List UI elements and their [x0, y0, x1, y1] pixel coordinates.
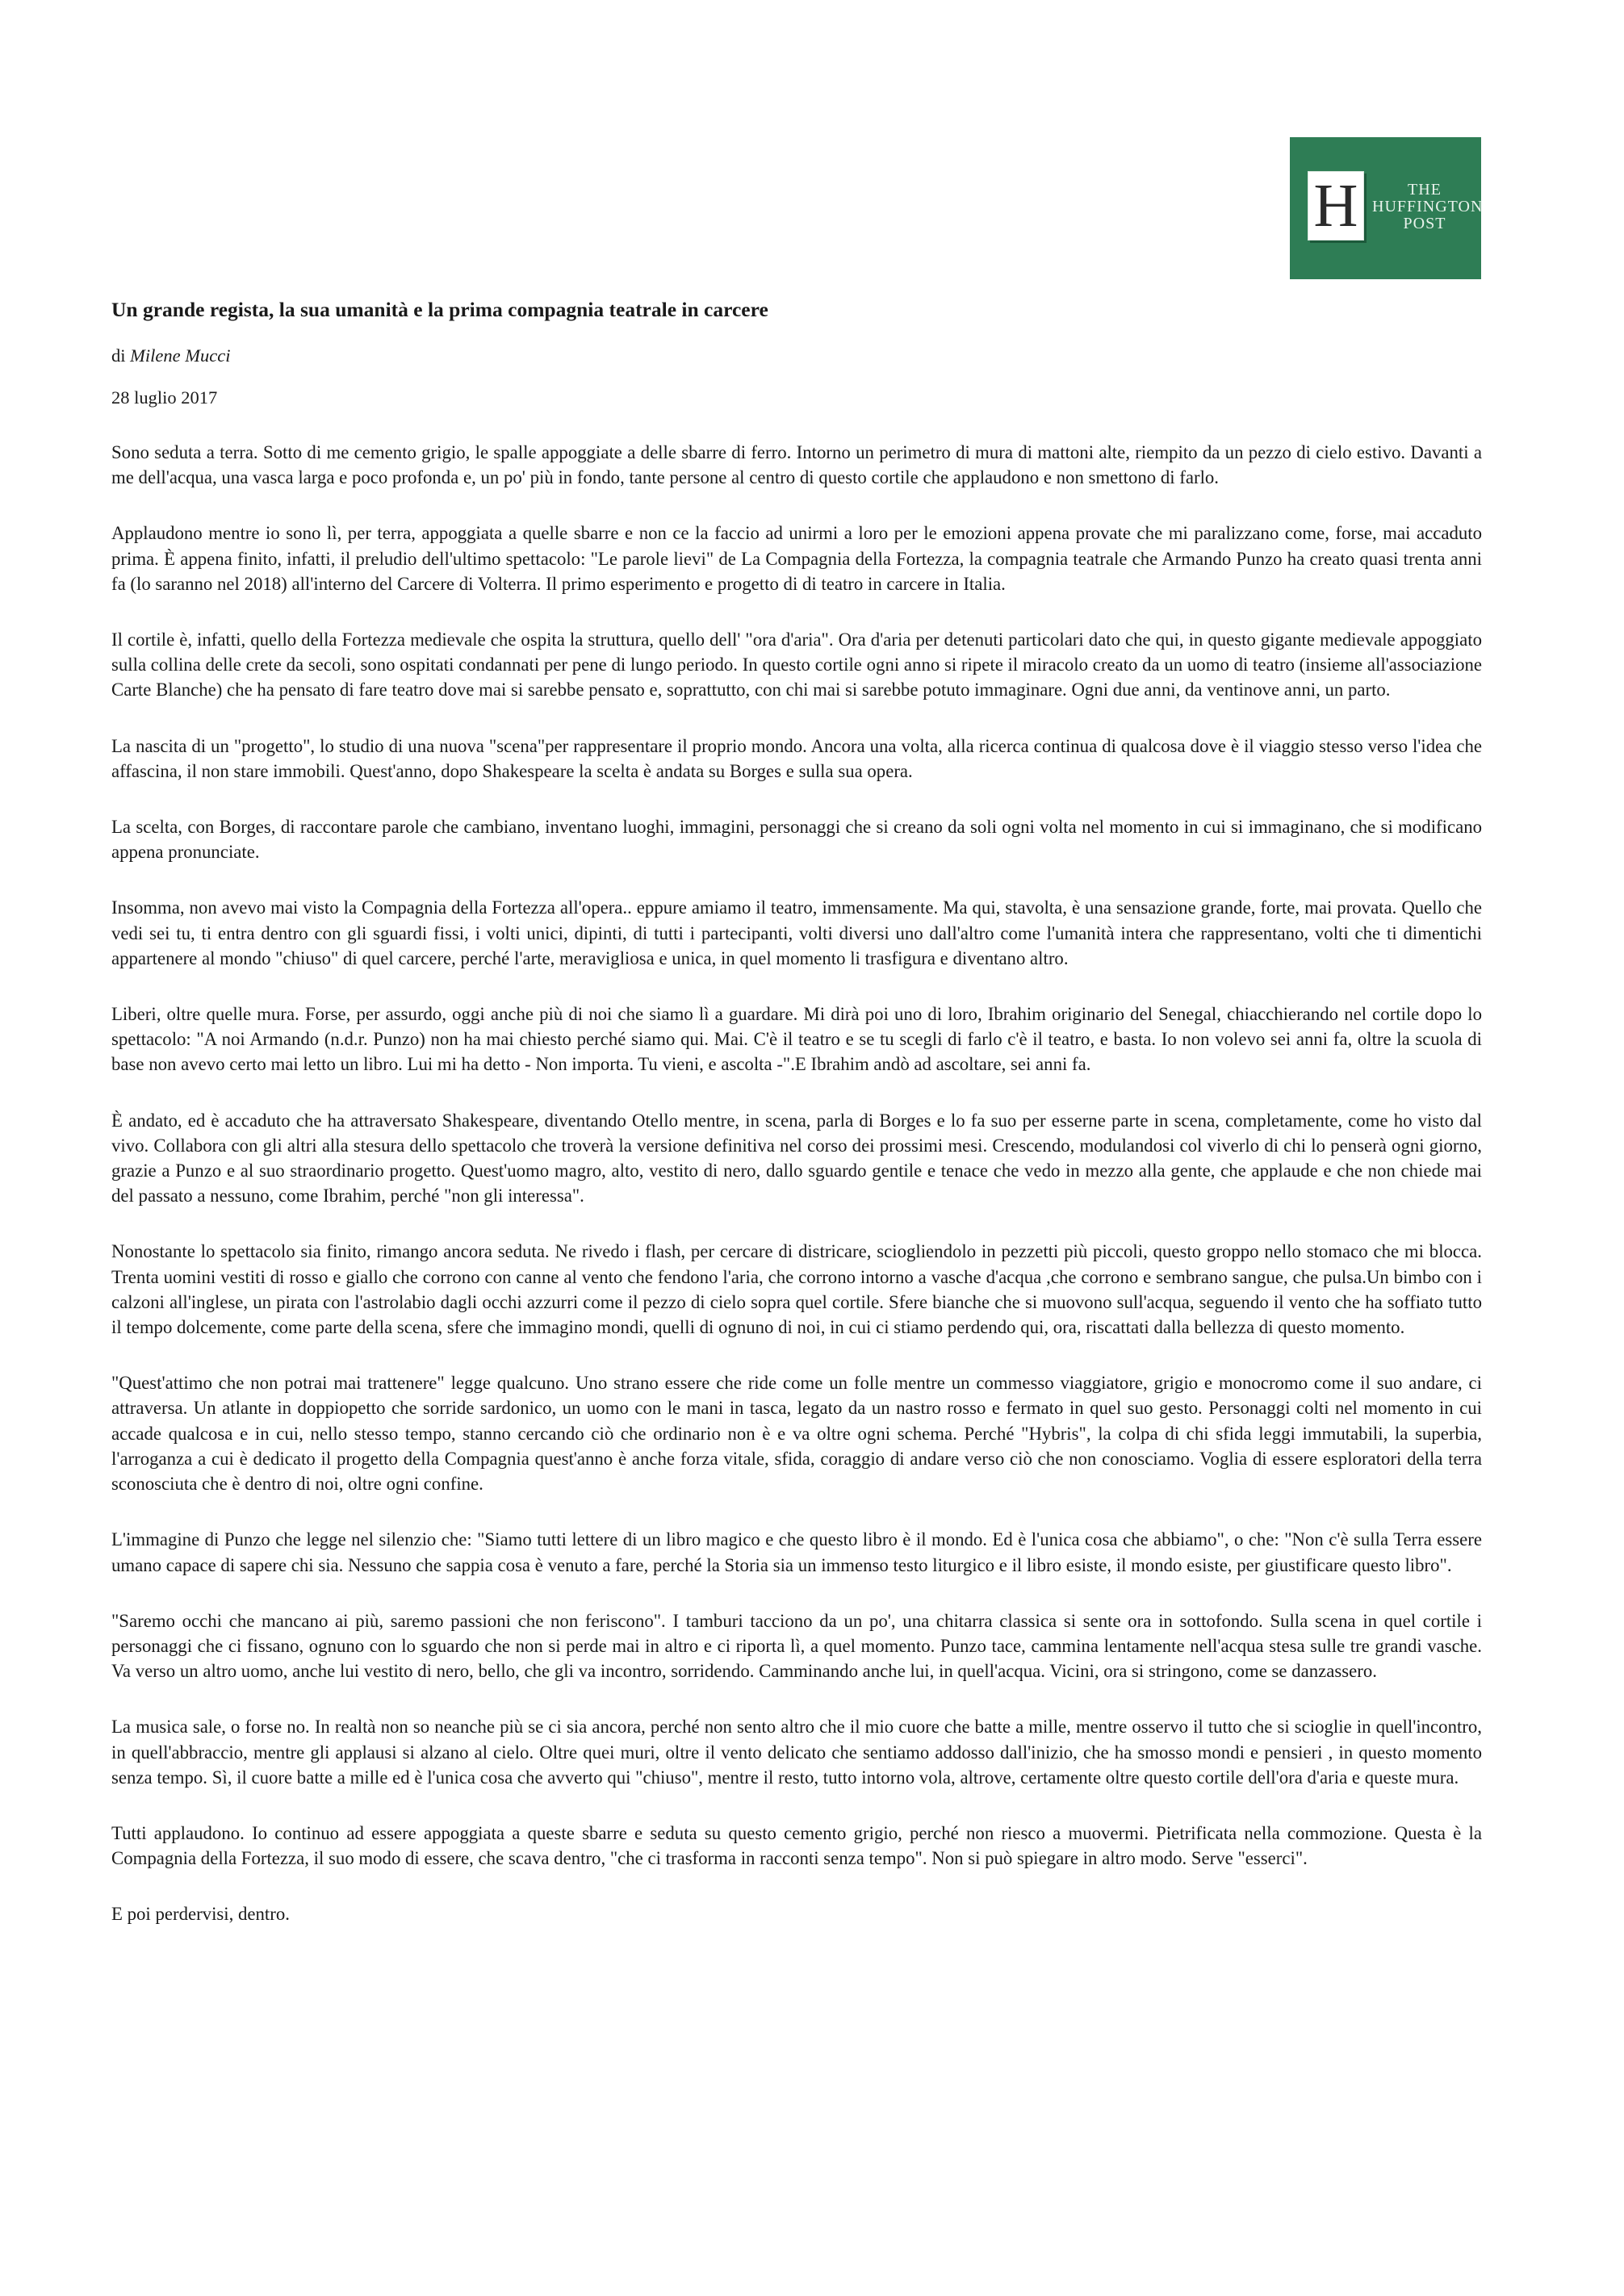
- publish-date: 28 luglio 2017: [111, 387, 218, 408]
- paragraph: Il cortile è, infatti, quello della Fortezza medievale che ospita la struttura, quello dell' "ora d'aria". Ora d'aria per detenuti particolari dato che qui, in questo gigante medievale appoggiato sulla collina delle crete da secoli, sono ospitati condannati per pene di lungo periodo. In questo cortile ogni anno si ripete il miracolo creato da un uomo di teatro (insieme all'associazione Carte Blanche) che ha pensato di fare teatro dove mai si sarebbe pensato e, soprattutto, con chi mai si sarebbe potuto immaginare. Ogni due anni, da ventinove anni, un parto.: [111, 629, 1482, 701]
- paragraph: "Quest'attimo che non potrai mai trattenere" legge qualcuno. Uno strano essere che ride come un folle mentre un commesso viaggiatore, grigio e monocromo come il suo andare, ci attraversa. Un atlante in doppiopetto che sorride sardonico, un uomo con le mani in tasca, legato da un nastro rosso e fermato in quel suo gesto. Personaggi colti nel momento in cui accade qualcosa e in cui, nello stesso tempo, stanno cercando ciò che ordinario non è e va oltre ogni schema. Perché "Hybris", la colpa di chi sfida leggi immutabili, la superbia, l'arroganza a cui è dedicato il progetto della Compagnia quest'anno è anche forza vitale, sfida, coraggio di andare verso ciò che non conosciamo. Voglia di essere esploratori della terra sconosciuta che è dentro di noi, oltre ogni confine.: [111, 1373, 1482, 1495]
- paragraph: Insomma, non avevo mai visto la Compagnia della Fortezza all'opera.. eppure amiamo il teatro, immensamente. Ma qui, stavolta, è una sensazione grande, forte, mai provata. Quello che vedi sei tu, ti entra dentro con gli sguardi fissi, i volti unici, dipinti, di tutti i partecipanti, volti diversi uno dall'altro come l'umanità intera che rappresentano, volti che ti dimentichi appartenere al mondo "chiuso" di quel carcere, perché l'arte, meravigliosa e unica, in quel momento li trasfigura e diventano altro.: [111, 897, 1482, 968]
- paragraph: Tutti applaudono. Io continuo ad essere appoggiata a queste sbarre e seduta su questo cemento grigio, perché non riesco a muovermi. Pietrificata nella commozione. Questa è la Compagnia della Fortezza, il suo modo di essere, che scava dentro, "che ci trasforma in racconti senza tempo". Non si può spiegare in altro modo. Serve "esserci".: [111, 1822, 1482, 1869]
- paragraph: L'immagine di Punzo che legge nel silenzio che: "Siamo tutti lettere di un libro magico e che questo libro è il mondo. Ed è l'unica cosa che abbiamo", o che: "Non c'è sulla Terra essere umano capace di sapere chi sia. Nessuno che sappia cosa è venuto a fare, perché la Storia sia un immenso testo liturgico e il libro esiste, il mondo esiste, per giustificare questo libro".: [111, 1529, 1482, 1575]
- byline: [111, 344, 1482, 368]
- paragraph: Liberi, oltre quelle mura. Forse, per assurdo, oggi anche più di noi che siamo lì a guardare. Mi dirà poi uno di loro, Ibrahim originario del Senegal, chiacchierando nel cortile dopo lo spettacolo: "A noi Armando (n.d.r. Punzo) non ha mai chiesto perché siamo qui. Mai. C'è il teatro e se tu scegli di farlo c'è il teatro, e basta. Io non volevo sei anni fa, oltre la scuola di base non avevo certo mai letto un libro. Lui mi ha detto - Non importa. Tu vieni, e ascolta -".E Ibrahim andò ad ascoltare, sei anni fa.: [111, 1004, 1482, 1075]
- logo-wordmark: [1372, 181, 1484, 232]
- paragraph: Sono seduta a terra. Sotto di me cemento grigio, le spalle appoggiate a delle sbarre di ferro. Intorno un perimetro di mura di mattoni alte, riempito da un pezzo di cielo estivo. Davanti a me dell'acqua, una vasca larga e poco profonda e, un po' più in fondo, tante persone al centro di questo cortile che applaudono e non smettono di farlo.: [111, 442, 1482, 488]
- paragraph: La musica sale, o forse no. In realtà non so neanche più se ci sia ancora, perché non sento altro che il mio cuore che batte a mille, mentre osservo il tutto che si scioglie in quell'incontro, in quell'abbraccio, mentre gli applausi si alzano al cielo. Oltre quei muri, oltre il vento delicato che sentiamo addosso dall'inizio, che ha smosso mondi e pensieri , in questo momento senza tempo. Sì, il cuore batte a mille ed è l'unica cosa che avverto qui "chiuso", mentre il resto, tutto intorno vola, altrove, certamente oltre questo cortile dell'ora d'aria e queste mura.: [111, 1717, 1482, 1788]
- huffington-post-logo: [1290, 137, 1484, 279]
- article: [111, 296, 1482, 1958]
- article-title: Un grande regista, la sua umanità e la prima compagnia teatrale in carcere: [111, 298, 768, 321]
- paragraph: La nascita di un "progetto", lo studio di una nuova "scena"per rappresentare il proprio mondo. Ancora una volta, alla ricerca continua di qualcosa dove è il viaggio stesso verso l'idea che affascina, il non stare immobili. Quest'anno, dopo Shakespeare la scelta è andata su Borges e sulla sua opera.: [111, 735, 1482, 781]
- paragraph: E poi perdervisi, dentro.: [111, 1904, 290, 1925]
- logo-line-the: THE: [1408, 181, 1442, 199]
- byline-prefix: di: [111, 345, 126, 366]
- paragraph: È andato, ed è accaduto che ha attraversato Shakespeare, diventando Otello mentre, in scena, parla di Borges e lo fa suo per esserne parte in scena, completamente, come ho visto dal vivo. Collabora con gli altri alla stesura dello spettacolo che troverà la versione definitiva nel corso dei prossimi mesi. Crescendo, modulandosi col viverlo di chi lo penserà ogni giorno, grazie a Punzo e al suo straordinario progetto. Quest'uomo magro, alto, vestito di nero, dallo sguardo gentile e tenace che vedo in mezzo alla gente, che applaude e che non chiede mai del passato a nessuno, come Ibrahim, perché "non gli interessa".: [111, 1110, 1482, 1207]
- paragraph: Nonostante lo spettacolo sia finito, rimango ancora seduta. Ne rivedo i flash, per cercare di districare, sciogliendolo in pezzetti più piccoli, questo groppo nello stomaco che mi blocca. Trenta uomini vestiti di rosso e giallo che corrono con canne al vento che fendono l'aria, che corrono intorno a vasche d'acqua ,che corrono e sembrano sangue, che pulsa.Un bimbo con i calzoni all'inglese, un pirata con l'astrolabio dagli occhi azzurri come il pezzo di cielo sopra quel cortile. Sfere bianche che si muovono sull'acqua, seguendo il vento che ha soffiato tutto il tempo dolcemente, come parte della scena, sfere che immagino mondi, quelli di ognuno di noi, in cui ci stiamo perdendo qui, ora, riscattati dalla bellezza di questo momento.: [111, 1241, 1482, 1338]
- paragraph: Applaudono mentre io sono lì, per terra, appoggiata a quelle sbarre e non ce la faccio ad unirmi a loro per le emozioni appena provate che mi paralizzano come, forse, mai accaduto prima. È appena finito, infatti, il preludio dell'ultimo spettacolo: "Le parole lievi" de La Compagnia della Fortezza, la compagnia teatrale che Armando Punzo ha creato quasi trenta anni fa (lo saranno nel 2018) all'interno del Carcere di Volterra. Il primo esperimento e progetto di di teatro in carcere in Italia.: [111, 523, 1482, 594]
- author-name: Milene Mucci: [130, 345, 231, 366]
- logo-line-huffington: HUFFINGTON: [1372, 198, 1484, 215]
- paragraph: La scelta, con Borges, di raccontare parole che cambiano, inventano luoghi, immagini, personaggi che si creano da soli ogni volta nel momento in cui si immaginano, che si modificano appena pronunciate.: [111, 817, 1482, 863]
- logo-h-mark: H: [1308, 171, 1364, 240]
- paragraph: "Saremo occhi che mancano ai più, saremo passioni che non feriscono". I tamburi tacciono da un po', una chitarra classica si sente ora in sottofondo. Sulla scena in quel cortile i personaggi che ci fissano, ognuno con lo sguardo che non si perde mai in altro e ci riporta lì, a quel momento. Punzo tace, cammina lentamente nell'acqua stesa sulle tre grandi vasche. Va verso un altro uomo, anche lui vestito di nero, bello, che gli va incontro, sorridendo. Camminando anche lui, in quell'acqua. Vicini, ora si stringono, come se danzassero.: [111, 1610, 1482, 1682]
- logo-line-post: POST: [1403, 215, 1446, 232]
